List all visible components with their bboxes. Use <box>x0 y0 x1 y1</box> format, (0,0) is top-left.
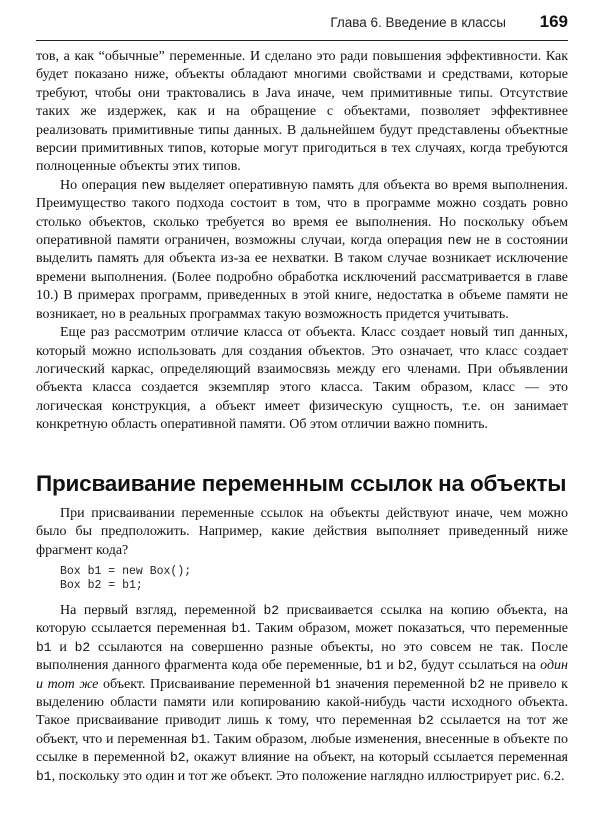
code-line: Box b1 = new Box(); <box>60 565 192 578</box>
code-listing <box>60 565 191 593</box>
code-line: Box b2 = b1; <box>60 579 143 592</box>
paragraph-class-vs-object: Еще раз рассмотрим отличие класса от объекта. Класс создает новый тип данных, который можно использовать для создания объектов. Это означает, что класс создает логический каркас, определяющий взаимосвязь между его членами. При объявлении объекта класса создается экземпляр этого класса. Таким образом, класс — это логическая конструкция, а объект имеет физическую сущность, т.е. он занимает конкретную область оперативной памяти. Об этом отличии важно помнить. <box>36 325 568 433</box>
chapter-title: Глава 6. Введение в классы <box>330 15 506 30</box>
emphasis-text: один и тот же <box>36 658 568 692</box>
body-intro <box>36 505 568 560</box>
inline-code: new <box>141 177 165 193</box>
inline-code: new <box>447 233 471 249</box>
paragraph-continuation: тов, а как “обычные” переменные. И сделано это ради повышения эффективности. Как будет показано ниже, объекты обладают многими свойствами и средствами, которые требуют, чтобы они трактовались в Java иначе, чем примитивные типы. Отсутствие таких же издержек, как и на обращение с объектами, позволяет эффективнее реализовать примитивные типы данных. В дальнейшем будут представлены объектные версии примитивных типов, которые могут пригодиться в тех случаях, когда требуются полноценные объекты этих типов. <box>36 49 568 175</box>
running-header <box>36 10 568 38</box>
page-number: 169 <box>539 12 568 31</box>
header-rule <box>36 40 568 41</box>
paragraph-intro: При присваивании переменные ссылок на объекты действуют иначе, чем можно было бы предположить. Например, какие действия выполняет приведенный ниже фрагмент кода? <box>36 506 568 558</box>
paragraph-new-operator: Но операция new выделяет оперативную память для объекта во время выполнения. Преимущество такого подхода состоит в том, что в программе можно создать ровно столько объектов, сколько требуется во время ее выполнения. Но поскольку объем оперативной памяти ограничен, возможны случаи, когда операция new не в состоянии выделить память для объекта из-за ее нехватки. В таком случае возникает исключение времени выполнения. (Более подробно обработка исключений рассматривается в главе 10.) В примерах программ, приведенных в этой книге, недостатка в объеме памяти не возникает, но в реальных программах такую возможность придется учитывать. <box>36 177 568 322</box>
paragraph-reference-assignment: На первый взгляд, переменной b2 присваивается ссылка на копию объекта, на которую ссылается переменная b1. Таким образом, может показаться, что переменные b1 и b2 ссылаются на совершенно разные объекты, но это совсем не так. После выполнения данного фрагмента кода обе переменные, b1 и b2, будут ссылаться на один и тот же объект. Присваивание переменной b1 значения переменной b2 не привело к выделению области памяти или копированию какой-нибудь части исходного объекта. Такое присваивание приводит лишь к тому, что переменная b2 ссылается на тот же объект, что и переменная b1. Таким образом, любые изменения, внесенные в объекте по ссылке в переменной b2, окажут влияние на объект, на который ссылается переменная b1, поскольку это один и тот же объект. Это положение наглядно иллюстрирует рис. 6.2. <box>36 603 569 784</box>
body-top <box>36 48 568 435</box>
section-heading: Присваивание переменным ссылок на объекты <box>36 471 567 496</box>
body-bottom <box>36 602 568 786</box>
